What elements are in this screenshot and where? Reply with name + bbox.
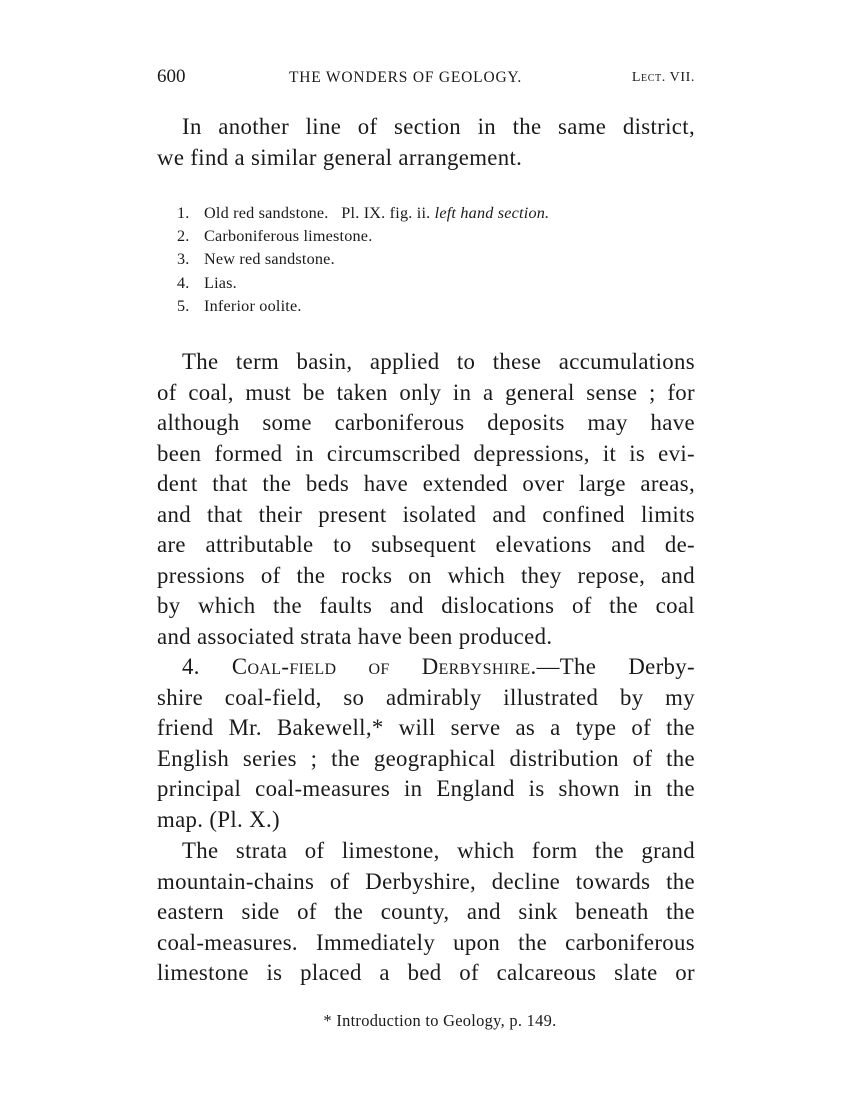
text-line: eastern side of the county, and sink beneath the	[157, 899, 695, 924]
text-line: coal-measures. Immediately upon the carboniferous	[157, 929, 695, 955]
footnote	[0, 1011, 850, 1031]
text-line: In another line of section in the same district,	[182, 114, 695, 139]
strata-list-item	[177, 272, 549, 295]
text-line: we find a similar general arrangement.	[157, 144, 523, 170]
text-line: limestone is placed a bed of calcareous slate or	[157, 960, 695, 985]
text-line: by which the faults and dislocations of the coal	[157, 593, 695, 618]
strata-name: Carboniferous limestone.	[204, 227, 373, 246]
section-heading-line	[157, 652, 695, 683]
text-line: of coal, must be taken only in a general sense ; for	[157, 379, 695, 405]
text-line: are attributable to subsequent elevations and de-	[157, 532, 695, 557]
strata-number: 1.	[177, 204, 190, 222]
text-line: been formed in circumscribed depressions, it is evi-	[157, 440, 695, 466]
strata-number: 2.	[177, 227, 190, 246]
strata-name: Lias.	[204, 273, 237, 292]
text-line: map. (Pl. X.)	[157, 806, 280, 832]
text-line: mountain-chains of Derbyshire, decline towards the	[157, 868, 695, 894]
text-line: pressions of the rocks on which they repose, and	[157, 562, 695, 588]
text-line: although some carboniferous deposits may have	[157, 410, 695, 435]
text-line: and that their present isolated and confined limits	[157, 501, 695, 527]
strata-number: 5.	[177, 296, 190, 315]
strata-list-item	[177, 225, 549, 248]
intro-paragraph	[157, 112, 695, 173]
lecture-reference: Lect. VII.	[631, 70, 695, 85]
strata-list-item	[177, 202, 549, 225]
text-line: friend Mr. Bakewell,* will serve as a type of the	[157, 715, 695, 740]
text-line: principal coal-measures in England is shown in the	[157, 776, 695, 801]
strata-name: Inferior oolite.	[204, 296, 302, 315]
strata-list-item	[177, 295, 549, 318]
strata-number: 3.	[177, 250, 190, 269]
strata-name: New red sandstone.	[204, 250, 335, 269]
text-line: The strata of limestone, which form the grand	[182, 838, 695, 863]
strata-number: 4.	[177, 273, 190, 292]
basin-paragraph	[157, 347, 695, 652]
strata-list-item	[177, 248, 549, 271]
text-line: shire coal-field, so admirably illustrated by my	[157, 684, 695, 710]
strata-name: Old red sandstone.	[204, 204, 329, 222]
text-fragment: —The Derby-	[536, 654, 695, 679]
section-heading: Coal-field of Derbyshire.	[231, 654, 537, 679]
text-line: The term basin, applied to these accumulations	[182, 349, 695, 374]
strata-paragraph	[157, 836, 695, 989]
footnote-text: Introduction to Geology, p. 149.	[336, 1011, 557, 1030]
footnote-marker: *	[323, 1011, 332, 1030]
text-line: and associated strata have been produced.	[157, 623, 553, 649]
strata-list	[177, 202, 549, 318]
derbyshire-section	[157, 652, 695, 835]
text-line: English series ; the geographical distribution of the	[157, 745, 695, 771]
running-head	[157, 66, 695, 96]
section-number: 4.	[182, 654, 200, 679]
plate-reference: Pl. IX. fig. ii.	[341, 204, 431, 222]
running-title: THE WONDERS OF GEOLOGY.	[289, 69, 523, 86]
page-number: 600	[157, 66, 186, 87]
text-line: dent that the beds have extended over large areas,	[157, 471, 695, 496]
figure-note: left hand section.	[434, 204, 550, 222]
